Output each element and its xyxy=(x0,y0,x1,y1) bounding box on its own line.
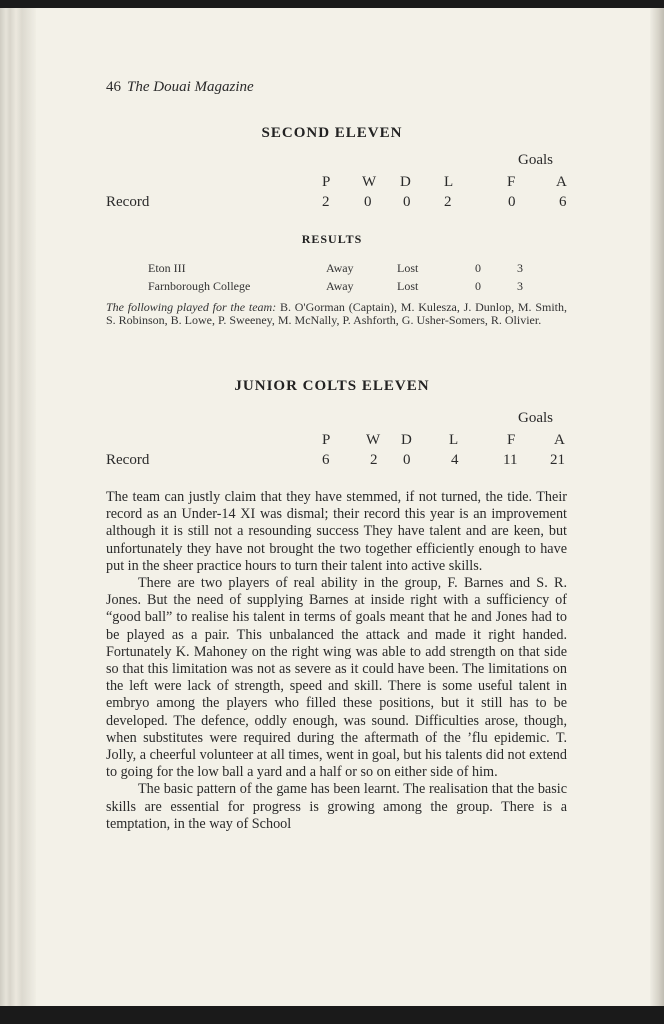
second-eleven-goals-label: Goals xyxy=(518,152,553,168)
junior-colts-record-l: 4 xyxy=(451,452,459,468)
players-names: B. O'Gorman (Captain), M. Kulesza, J. Dunlop, M. Smith, S. Robinson, B. Lowe, P. Sweeney, M. McNally, P. Ashforth, G. Usher-Somers, R. Olivier. xyxy=(106,300,568,327)
result-goals-for: 0 xyxy=(475,261,481,275)
running-head xyxy=(106,79,254,96)
junior-colts-record-d: 0 xyxy=(403,452,411,468)
result-opponent: Farnborough College xyxy=(148,279,251,293)
body-paragraph: The team can justly claim that they have stemmed, if not turned, the tide. Their record as an Under-14 XI was dismal; their record this year is an improvement although it is still not a resounding success They have talent and are keen, but unfortunately they have not brought the two together efficiently enough to have put in the sheer practice hours to turn their talent into active skills. xyxy=(106,489,567,574)
second-eleven-record-w: 0 xyxy=(364,194,372,210)
second-eleven-col-a: A xyxy=(556,174,567,190)
second-eleven-record-p: 2 xyxy=(322,194,330,210)
second-eleven-record-l: 2 xyxy=(444,194,452,210)
second-eleven-col-d: D xyxy=(400,174,411,190)
book-spine-shadow xyxy=(0,8,36,1006)
junior-colts-record-label: Record xyxy=(106,452,150,468)
junior-colts-col-w: W xyxy=(366,432,381,448)
result-goals-against: 3 xyxy=(517,279,523,293)
junior-colts-record-f: 11 xyxy=(503,452,518,468)
second-eleven-record-a: 6 xyxy=(559,194,567,210)
junior-colts-record-p: 6 xyxy=(322,452,330,468)
second-eleven-col-f: F xyxy=(507,174,516,190)
second-eleven-record-d: 0 xyxy=(403,194,411,210)
players-lead: The following played for the team: xyxy=(106,300,277,314)
results-heading: RESULTS xyxy=(301,232,363,246)
junior-colts-col-f: F xyxy=(507,432,516,448)
players-list xyxy=(106,301,567,327)
page-number: 46 xyxy=(106,79,121,95)
result-opponent: Eton III xyxy=(148,261,186,275)
second-eleven-col-w: W xyxy=(362,174,377,190)
body-paragraph: There are two players of real ability in the group, F. Barnes and S. R. Jones. But the need of supplying Barnes at inside right with a sufficiency of “good ball” to realise his talent in terms of goals meant that he and Jones had to be played as a pair. This unbalanced the attack and made it right handed. Fortunately K. Mahoney on the right wing was able to add strength on that side so that this limitation was not as severe as it could have been. The limitations on the left were lack of strength, speed and skill. There is some useful talent in embryo among the players who filled these positions, but it still has to be developed. The defence, oddly enough, was sound. Difficulties arose, though, when substitutes were required during the aftermath of the ’flu epidemic. T. Jolly, a cheerful volunteer at all times, went in goal, but his talents did not extend to going for the low ball a yard and a half or so on either side of him. xyxy=(106,575,567,781)
second-eleven-record-f: 0 xyxy=(508,194,516,210)
junior-colts-col-d: D xyxy=(401,432,412,448)
result-venue: Away xyxy=(326,261,354,275)
junior-colts-col-l: L xyxy=(449,432,459,448)
result-goals-for: 0 xyxy=(475,279,481,293)
second-eleven-record-label: Record xyxy=(106,194,150,210)
result-goals-against: 3 xyxy=(517,261,523,275)
junior-colts-goals-label: Goals xyxy=(518,410,553,426)
result-outcome: Lost xyxy=(397,279,419,293)
junior-colts-record-a: 21 xyxy=(550,452,565,468)
result-outcome: Lost xyxy=(397,261,419,275)
result-venue: Away xyxy=(326,279,354,293)
junior-colts-col-a: A xyxy=(554,432,565,448)
body-paragraph: The basic pattern of the game has been learnt. The realisation that the basic skills are essential for progress is growing among the group. There is a temptation, in the way of School xyxy=(106,781,567,832)
report-body xyxy=(106,489,567,833)
junior-colts-col-p: P xyxy=(322,432,331,448)
page-edge xyxy=(650,8,664,1006)
junior-colts-record-w: 2 xyxy=(370,452,378,468)
magazine-title: The Douai Magazine xyxy=(127,79,254,95)
junior-colts-heading: JUNIOR COLTS ELEVEN xyxy=(234,378,430,394)
second-eleven-col-p: P xyxy=(322,174,331,190)
second-eleven-col-l: L xyxy=(444,174,454,190)
second-eleven-heading: SECOND ELEVEN xyxy=(261,125,403,141)
